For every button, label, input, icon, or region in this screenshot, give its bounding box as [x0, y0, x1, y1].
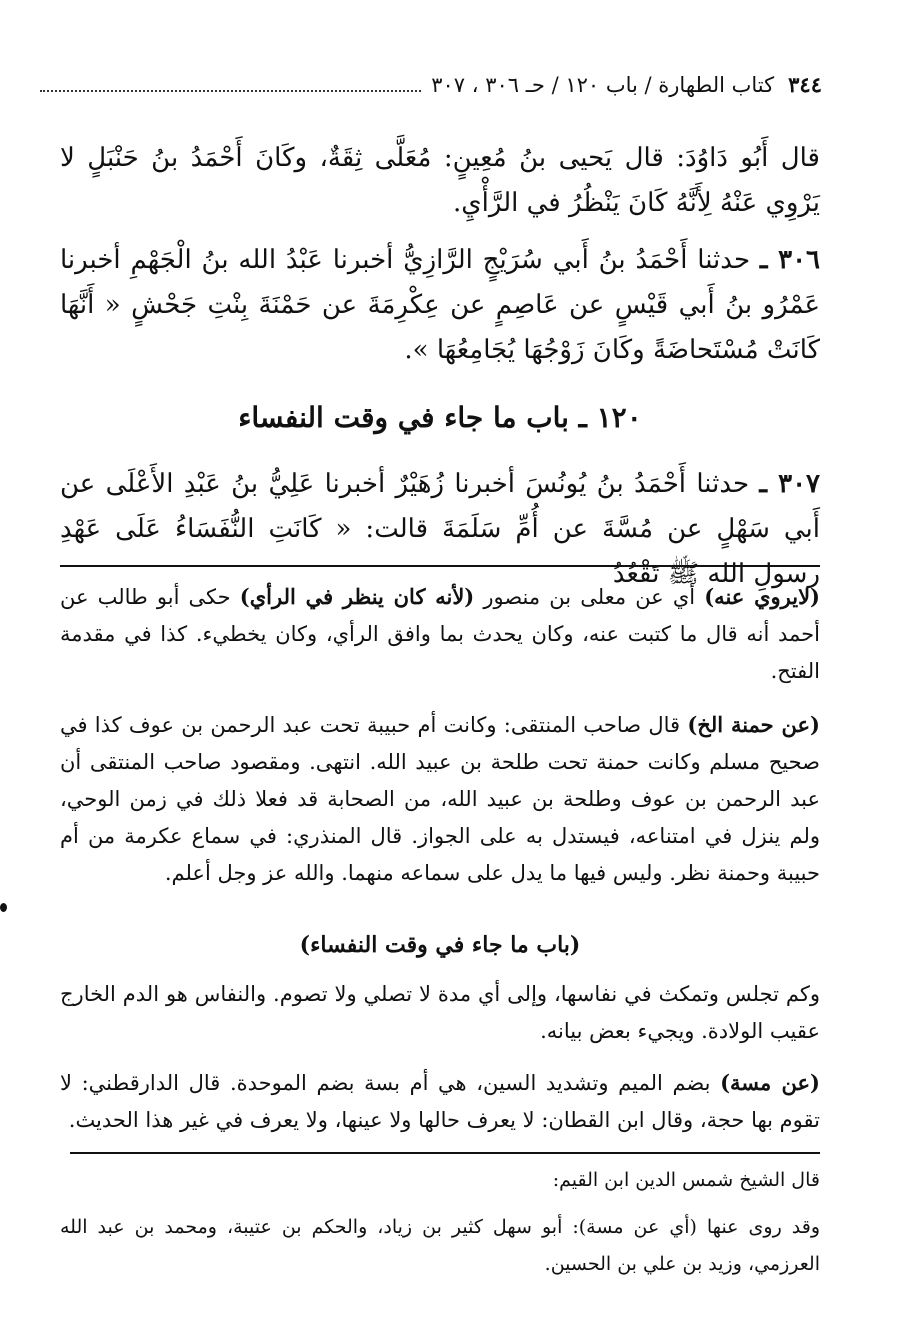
hadith-text: حدثنا أَحْمَدُ بنُ يُونُسَ أخبرنا زُهَيْرٌ أخبرنا عَلِيُّ بنُ عَبْدِ الأَعْلَى عن أَبي سَهْلٍ عن مُسَّةَ عن أُمِّ سَلَمَةَ قالت: « كَانَتِ النُّفَسَاءُ عَلَى عَهْدِ رسولِ الله ﷺ تَقْعُدُ [60, 469, 820, 589]
note-lead: (عن حمنة الخ) [687, 712, 820, 737]
ibn-qayyim-text: وقد روى عنها (أي عن مسة): أبو سهل كثير بن زياد، والحكم بن عتيبة، ومحمد بن عبد الله العرزمي، وزيد بن علي بن الحسين. [60, 1216, 820, 1275]
ibn-qayyim-intro: قال الشيخ شمس الدين ابن القيم: [552, 1169, 820, 1191]
note-lead: (لأنه كان ينظر في الرأي) [239, 584, 475, 609]
note-text: بضم الميم وتشديد السين، هي أم بسة بضم الموحدة. قال الدارقطني: لا تقوم بها حجة، وقال ابن القطان: لا يعرف حالها ولا عينها، ولا يعرف في غير هذا الحديث. [60, 1071, 820, 1132]
dotted-leader [40, 90, 421, 92]
running-header [30, 68, 822, 102]
hadith-text: حدثنا أَحْمَدُ بنُ أَبي سُرَيْجٍ الرَّازِيُّ أخبرنا عَبْدُ الله بنُ الْجَهْمِ أخبرنا عَمْرُو بنُ أَبي قَيْسٍ عن عَاصِمٍ عن عِكْرِمَةَ عن حَمْنَةَ بِنْتِ جَحْشٍ « أَنَّهَا كَانَتْ مُسْتَحاضَةً وكَانَ زَوْجُهَا يُجَامِعُهَا ». [60, 245, 821, 365]
note-text: قال صاحب المنتقى: وكانت أم حبيبة تحت عبد الرحمن بن عوف كذا في صحيح مسلم وكانت حمنة تحت طلحة بن عبيد الله. انتهى. ومقصود صاحب المنتقى أن عبد الرحمن بن عوف وطلحة بن عبيد الله، من الصحابة قد فعلا ذلك في زمن الوحي، ولم ينزل في امتناعه، فيستدل به على الجواز. قال المنذري: في سماع عكرمة من أم حبيبة وحمنة نظر. وليس فيها ما يدل على سماعه منهما. والله عز وجل أعلم. [60, 713, 820, 885]
commentary-note-1 [60, 578, 820, 690]
commentary-note-2 [60, 706, 820, 892]
running-title: كتاب الطهارة / باب ١٢٠ / حـ ٣٠٦ ، ٣٠٧ [431, 73, 775, 97]
chapter-heading: ١٢٠ ـ باب ما جاء في وقت النفساء [238, 401, 642, 434]
commentary-note-4 [60, 1064, 820, 1139]
hadith-306 [60, 238, 820, 373]
note-lead: (لايروي عنه) [704, 584, 820, 609]
margin-mark [0, 903, 7, 912]
hadith-number: ٣٠٦ ـ [759, 245, 821, 275]
note-text: حكى أبو طالب عن أحمد أنه قال ما كتبت عنه، وكان يحدث بما وافق الرأي، وكان يخطيء. كذا في مقدمة الفتح. [60, 585, 820, 683]
note-lead: (عن مسة) [720, 1070, 820, 1095]
note-text: وكم تجلس وتمكث في نفاسها، وإلى أي مدة لا تصلي ولا تصوم. والنفاس هو الدم الخارج عقيب الولادة. ويجيء بعض بيانه. [60, 982, 820, 1043]
hadith-307 [60, 462, 820, 597]
ibn-qayyim-divider [70, 1152, 820, 1154]
paragraph-abu-dawud-remark: قال أَبُو دَاوُدَ: قال يَحيى بنُ مُعِينٍ: مُعَلَّى ثِقَةٌ، وكَانَ أَحْمَدُ بنُ حَنْبَلٍ لا يَرْوِي عَنْهُ لِأَنَّهُ كَانَ يَنْظُرُ في الرَّأْيِ. [60, 143, 820, 218]
hadith-number: ٣٠٧ ـ [759, 469, 821, 499]
ibn-qayyim-section [60, 1162, 820, 1283]
main-text [60, 136, 820, 226]
footnote-divider [60, 565, 820, 567]
commentary-subheading: (باب ما جاء في وقت النفساء) [299, 932, 581, 958]
page-number: ٣٤٤ [788, 72, 822, 97]
commentary-note-3 [60, 976, 820, 1050]
note-text: أي عن معلى بن منصور [474, 585, 705, 609]
